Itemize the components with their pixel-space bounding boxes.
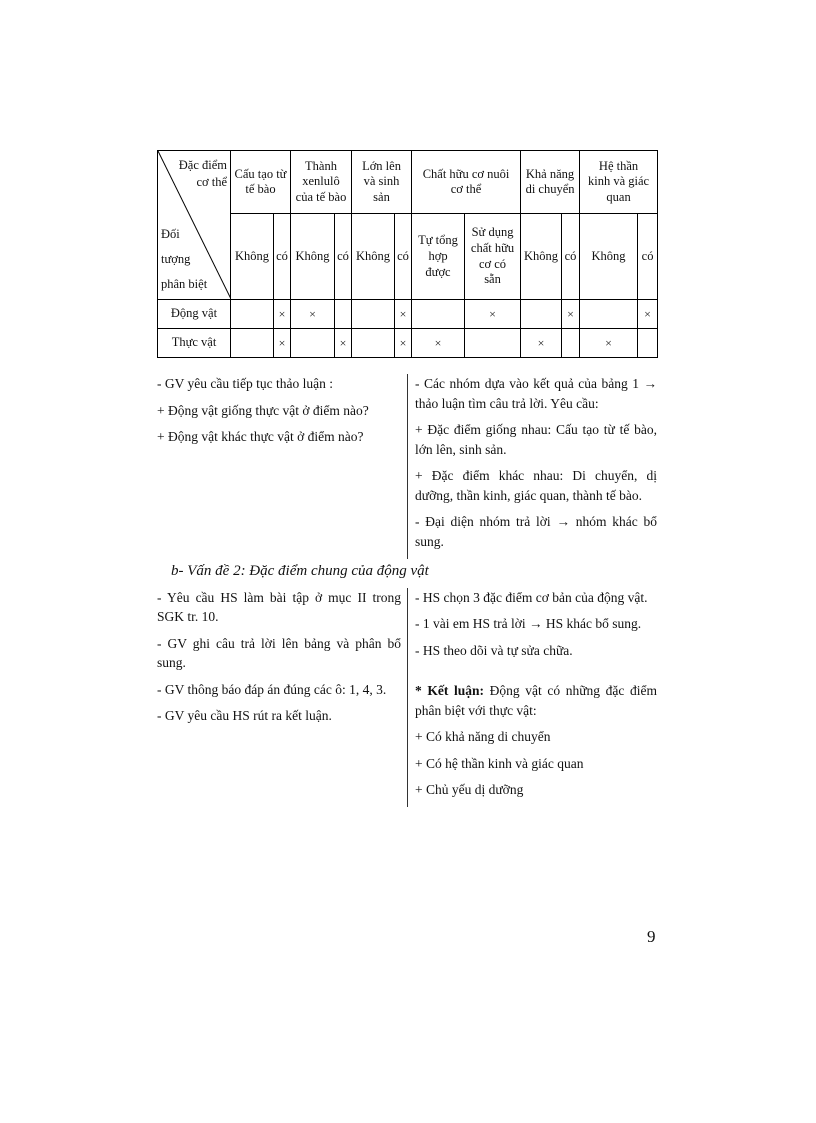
comparison-table — [157, 150, 658, 358]
header-line: sản — [373, 190, 390, 205]
mark-cell — [335, 329, 352, 358]
header-line: Khả năng — [525, 166, 575, 181]
mark-symbol: × — [278, 306, 286, 321]
header-line: kinh và giác — [588, 174, 650, 189]
discussion-section — [157, 374, 657, 559]
mark-cell — [412, 329, 465, 358]
mark-symbol: × — [489, 306, 496, 321]
conclusion-label: * Kết luận: — [415, 683, 484, 699]
corner-top-line: cơ thể — [196, 174, 227, 189]
subheader-cell — [231, 214, 274, 300]
subheader-line: có — [641, 248, 654, 263]
subheader-cell — [274, 214, 291, 300]
mark-cell — [521, 329, 562, 358]
mark-symbol: × — [399, 335, 407, 350]
header-line: Thành — [305, 158, 337, 173]
corner-header-traits — [179, 157, 227, 191]
header-cell-structure — [231, 151, 291, 214]
header-cell-growth — [352, 151, 412, 214]
header-cell-movement — [521, 151, 580, 214]
header-cell-nervous — [580, 151, 658, 214]
student-step: + Đặc điểm khác nhau: Di chuyển, dị dưỡng, thần kinh, giác quan, thành tế bào. — [415, 468, 657, 503]
mark-symbol: × — [537, 335, 545, 350]
table-corner-cell — [158, 151, 231, 300]
page-number: 9 — [647, 927, 656, 946]
teacher-step: + Động vật giống thực vật ở điểm nào? — [157, 402, 369, 418]
conclusion-item: + Chủ yếu dị dưỡng — [415, 782, 524, 798]
table-body — [158, 300, 658, 358]
teacher-step: - Yêu cầu HS làm bài tập ở mục II trong SGK tr. 10. — [157, 589, 401, 625]
teacher-step: - GV yêu cầu tiếp tục thảo luận : — [157, 376, 333, 391]
teacher-column — [157, 374, 407, 559]
mark-cell — [465, 300, 521, 329]
corner-bottom-line: Đối — [161, 227, 180, 241]
mark-cell — [291, 329, 335, 358]
mark-cell — [638, 300, 658, 329]
mark-cell — [352, 300, 395, 329]
mark-symbol: × — [339, 335, 347, 350]
header-line: xenlulô — [302, 174, 340, 189]
mark-cell — [562, 329, 580, 358]
subheader-line: có — [397, 248, 409, 263]
subheader-cell — [412, 214, 465, 300]
conclusion-item: + Có khả năng di chuyển — [415, 729, 551, 745]
subheader-line: chất hữu — [470, 241, 515, 256]
subheader-cell — [638, 214, 658, 300]
student-step: - 1 vài em HS trả lời → HS khác bổ sung. — [415, 616, 642, 632]
mark-cell — [638, 329, 658, 358]
corner-bottom-line: phân biệt — [161, 277, 208, 291]
subheader-line: có — [337, 248, 349, 263]
mark-cell — [580, 300, 638, 329]
mark-symbol: × — [605, 335, 612, 350]
subheader-line: Không — [295, 248, 330, 263]
student-step: - HS theo dõi và tự sửa chữa. — [415, 642, 573, 658]
header-line: của tế bào — [295, 190, 347, 205]
header-line: tế bào — [245, 182, 276, 197]
teacher-step: - GV thông báo đáp án đúng các ô: 1, 4, 3. — [157, 681, 387, 697]
corner-header-subjects — [161, 222, 207, 297]
subheader-line: Không — [234, 248, 270, 263]
mark-cell — [562, 300, 580, 329]
subheader-cell — [335, 214, 352, 300]
subheader-cell — [580, 214, 638, 300]
header-line: Chất hữu cơ nuôi — [422, 166, 510, 181]
student-column — [407, 374, 657, 559]
subheader-cell — [352, 214, 395, 300]
subheader-line: có — [276, 248, 288, 263]
header-line: Cấu tạo từ — [234, 166, 287, 181]
header-line: quan — [606, 190, 631, 205]
header-cell-cellulose — [291, 151, 352, 214]
subheader-line: được — [425, 264, 451, 279]
mark-cell — [231, 329, 274, 358]
header-cell-nutrition — [412, 151, 521, 214]
mark-cell — [395, 329, 412, 358]
mark-cell — [352, 329, 395, 358]
subheader-line: có — [564, 248, 577, 263]
student-step: + Đặc điểm giống nhau: Cấu tạo từ tế bào, lớn lên, sinh sản. — [415, 422, 657, 457]
subheader-cell — [395, 214, 412, 300]
student-column — [407, 588, 657, 808]
subheader-line: Không — [591, 248, 626, 263]
corner-bottom-line: tượng — [161, 252, 191, 266]
subheader-cell — [291, 214, 335, 300]
student-step: - Các nhóm dựa vào kết quả của bảng 1 → thảo luận tìm câu trả lời. Yêu cầu: — [415, 376, 657, 411]
subheader-cell — [562, 214, 580, 300]
mark-cell — [274, 329, 291, 358]
mark-symbol: × — [644, 306, 651, 321]
subheader-line: cơ có — [478, 256, 507, 271]
common-traits-section — [157, 588, 657, 808]
student-activities — [415, 588, 657, 661]
subheader-line: Không — [524, 248, 559, 263]
table-row — [158, 300, 658, 329]
mark-symbol: × — [309, 306, 316, 321]
teacher-step: - GV ghi câu trả lời lên bảng và phân bổ sung. — [157, 635, 401, 671]
mark-cell — [231, 300, 274, 329]
mark-symbol: × — [399, 306, 407, 321]
conclusion-items — [415, 727, 657, 800]
subheader-line: hợp — [428, 248, 448, 263]
header-line: Hệ thần — [598, 158, 639, 173]
table-row — [158, 329, 658, 358]
subheader-cell — [521, 214, 562, 300]
subheader-row — [158, 214, 658, 300]
header-line: Lớn lên — [362, 158, 401, 173]
row-label: Thực vật — [158, 329, 231, 358]
page-content — [157, 150, 657, 807]
row-label: Động vật — [158, 300, 231, 329]
mark-cell — [395, 300, 412, 329]
conclusion-item: + Có hệ thần kinh và giác quan — [415, 755, 584, 771]
section-heading: b- Vấn đề 2: Đặc điểm chung của động vật — [171, 562, 429, 579]
teacher-column — [157, 588, 407, 808]
mark-cell — [465, 329, 521, 358]
corner-top-line: Đặc điểm — [178, 158, 227, 172]
conclusion-text: Động vật có những đặc điểm phân biệt với thực vật: — [415, 683, 657, 718]
mark-cell — [291, 300, 335, 329]
header-line: và sinh — [363, 174, 400, 189]
subheader-line: sẵn — [484, 272, 501, 287]
mark-cell — [521, 300, 562, 329]
subheader-line: Tự tổng — [418, 233, 458, 248]
mark-cell — [274, 300, 291, 329]
mark-cell — [335, 300, 352, 329]
teacher-step: + Động vật khác thực vật ở điểm nào? — [157, 429, 364, 445]
mark-symbol: × — [567, 306, 574, 321]
mark-symbol: × — [278, 335, 286, 350]
mark-cell — [412, 300, 465, 329]
subheader-line: Không — [356, 248, 391, 263]
header-line: cơ thể — [450, 182, 482, 197]
mark-symbol: × — [434, 335, 442, 350]
student-step: - HS chọn 3 đặc điểm cơ bản của động vật. — [415, 589, 648, 605]
student-step: - Đại diện nhóm trả lời → nhóm khác bổ sung. — [415, 514, 657, 549]
mark-cell — [580, 329, 638, 358]
conclusion — [415, 681, 657, 720]
subheader-cell — [465, 214, 521, 300]
teacher-step: - GV yêu cầu HS rút ra kết luận. — [157, 708, 332, 724]
subheader-line: Sử dụng — [471, 225, 514, 240]
header-line: di chuyển — [525, 182, 575, 197]
